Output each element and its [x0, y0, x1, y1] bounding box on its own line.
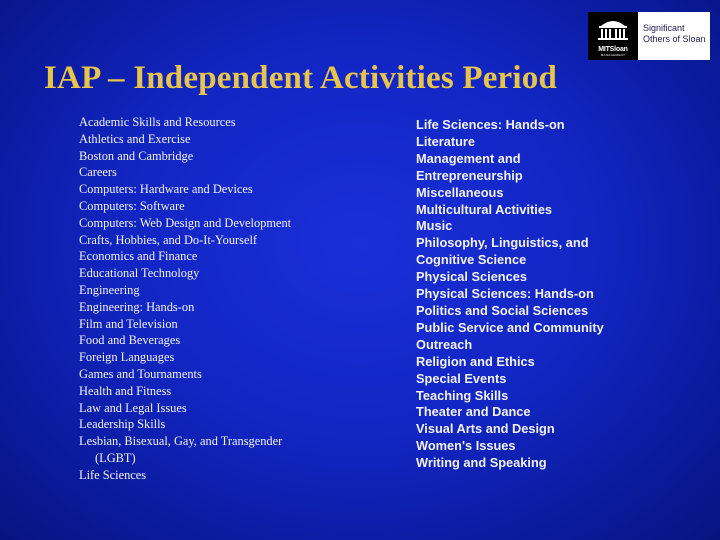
category-item: Entrepreneurship [416, 167, 523, 183]
category-item: Foreign Languages [79, 350, 175, 365]
category-item: Life Sciences [79, 467, 147, 482]
category-item: Cognitive Science [416, 252, 527, 268]
logo-mark-subtext: MANAGEMENT [600, 53, 626, 57]
category-item: Athletics and Exercise [79, 131, 191, 146]
logo-text-line1: Significant [643, 23, 685, 33]
category-item: Multicultural Activities [416, 201, 553, 217]
category-item: Crafts, Hobbies, and Do-It-Yourself [79, 232, 258, 247]
mit-dome-icon [588, 12, 638, 60]
category-item: Public Service and Community [416, 319, 604, 335]
category-item: Film and Television [79, 316, 178, 331]
category-item: Outreach [416, 336, 473, 352]
category-item: Religion and Ethics [416, 353, 535, 369]
category-item: Miscellaneous [416, 184, 504, 200]
logo-mark-text: MITSloan [598, 46, 628, 53]
category-item: Academic Skills and Resources [79, 115, 236, 129]
category-item: Life Sciences: Hands-on [416, 117, 565, 132]
category-item: Careers [79, 165, 117, 180]
category-item-line1: Lesbian, Bisexual, Gay, and Transgender [79, 434, 283, 449]
logo-text-line2: Others of Sloan [643, 34, 706, 44]
category-item: Physical Sciences: Hands-on [416, 286, 594, 302]
logo-caption [638, 12, 710, 60]
right-category-list [416, 117, 706, 472]
category-item: Management and [416, 150, 521, 166]
category-item: Economics and Finance [79, 249, 198, 264]
category-item: Computers: Hardware and Devices [79, 182, 253, 197]
category-item: Computers: Web Design and Development [79, 215, 292, 230]
category-item: Leadership Skills [79, 417, 166, 432]
category-item: Special Events [416, 370, 507, 386]
category-item: Music [416, 218, 453, 234]
mit-sloan-logo [588, 12, 710, 60]
category-item: Writing and Speaking [416, 455, 547, 471]
category-item: Physical Sciences [416, 269, 527, 285]
left-category-list [79, 114, 379, 484]
category-item: Boston and Cambridge [79, 148, 194, 163]
page-title: IAP – Independent Activities Period [44, 60, 558, 96]
category-item: Food and Beverages [79, 333, 181, 348]
category-item: Educational Technology [79, 266, 200, 281]
category-item-line2: (LGBT) [95, 450, 136, 465]
category-item: Engineering: Hands-on [79, 299, 195, 314]
category-item: Women's Issues [416, 438, 516, 454]
category-item: Literature [416, 133, 476, 149]
category-item: Visual Arts and Design [416, 421, 555, 437]
category-item: Engineering [79, 282, 140, 297]
category-item: Philosophy, Linguistics, and [416, 235, 589, 251]
category-item: Games and Tournaments [79, 366, 202, 381]
category-item: Teaching Skills [416, 387, 509, 403]
category-item: Health and Fitness [79, 383, 172, 398]
category-item: Law and Legal Issues [79, 400, 187, 415]
category-item [79, 433, 379, 467]
category-item: Politics and Social Sciences [416, 302, 589, 318]
category-item: Theater and Dance [416, 404, 531, 420]
category-item: Computers: Software [79, 198, 185, 213]
